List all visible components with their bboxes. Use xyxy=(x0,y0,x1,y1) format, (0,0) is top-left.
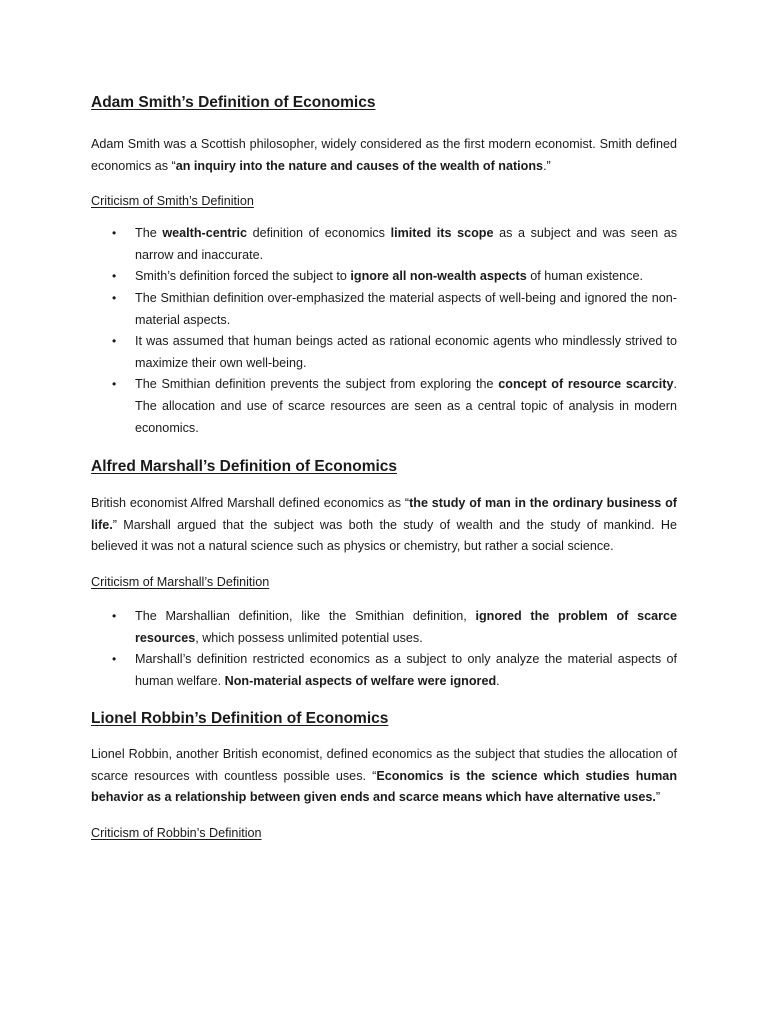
criticism-heading: Criticism of Marshall’s Definition xyxy=(91,574,270,589)
text-run: ” Marshall argued that the subject was both the study of wealth and the study of mankind. He believed it was not a natural science such as physics or chemistry, but rather a social science. xyxy=(91,517,677,554)
section-alfred-marshall xyxy=(91,456,677,692)
bold-text-run: the study of man in the ordinary business of life. xyxy=(91,496,678,532)
criticism-list xyxy=(91,606,677,692)
text-run: definition of economics xyxy=(247,226,391,241)
text-run: Smith’s definition forced the subject to xyxy=(135,269,351,284)
bold-text-run: ignored the problem of scarce resources xyxy=(135,608,677,645)
section-heading: Lionel Robbin’s Definition of Economics xyxy=(91,710,389,728)
text-run: , which possess unlimited potential uses. xyxy=(195,630,423,645)
text-run: The Smithian definition prevents the subject from exploring the xyxy=(135,377,499,392)
bullet-icon: • xyxy=(112,334,117,349)
text-run: . xyxy=(496,673,500,688)
text-run: ” xyxy=(655,790,661,805)
list-item xyxy=(91,606,677,649)
text-run: It was assumed that human beings acted as rational economic agents who mindlessly strived to maximize their own well-being. xyxy=(135,334,677,370)
bullet-icon: • xyxy=(112,377,117,392)
bullet-icon: • xyxy=(112,226,117,241)
list-item xyxy=(91,331,677,374)
criticism-heading: Criticism of Smith’s Definition xyxy=(91,194,254,209)
text-run: Adam Smith was a Scottish philosopher, widely considered as the first modern economist. Smith defined economics as “ xyxy=(91,137,677,173)
text-run: Marshall’s definition restricted economics as a subject to only analyze the material aspects of human welfare. xyxy=(135,652,677,688)
text-run: of human existence. xyxy=(526,269,643,284)
text-run: as a subject and was seen as narrow and inaccurate. xyxy=(135,226,677,262)
list-item xyxy=(91,374,677,439)
bullet-icon: • xyxy=(112,290,117,305)
section-intro-paragraph xyxy=(91,744,677,809)
section-intro-paragraph xyxy=(91,134,677,177)
list-item xyxy=(91,288,677,331)
bold-text-run: ignore all non-wealth aspects xyxy=(350,269,527,284)
text-run: The xyxy=(135,226,163,241)
section-adam-smith xyxy=(91,92,677,439)
text-run: British economist Alfred Marshall defined economics as “ xyxy=(91,496,410,511)
document-body xyxy=(91,92,677,843)
bold-text-run: an inquiry into the nature and causes of the wealth of nations xyxy=(175,158,544,173)
section-lionel-robbin xyxy=(91,708,677,843)
section-intro-paragraph xyxy=(91,493,677,558)
bold-text-run: Non-material aspects of welfare were ignored xyxy=(224,673,497,688)
bold-text-run: wealth-centric xyxy=(162,226,248,241)
bullet-icon: • xyxy=(112,269,117,284)
bold-text-run: concept of resource scarcity xyxy=(498,377,674,392)
bullet-icon: • xyxy=(112,608,117,623)
bullet-icon: • xyxy=(112,652,117,667)
text-run: The Marshallian definition, like the Smithian definition, xyxy=(135,608,476,623)
list-item xyxy=(91,223,677,266)
section-heading: Alfred Marshall’s Definition of Economics xyxy=(91,458,398,476)
bold-text-run: limited its scope xyxy=(390,226,494,241)
text-run: The Smithian definition over-emphasized the material aspects of well-being and ignored the non-material aspects. xyxy=(135,290,677,327)
bold-text-run: Economics is the science which studies human behavior as a relationship between given ends and scarce means which have alternative uses. xyxy=(91,768,678,805)
list-item xyxy=(91,649,677,692)
criticism-heading: Criticism of Robbin’s Definition xyxy=(91,826,262,841)
criticism-list xyxy=(91,223,677,439)
list-item xyxy=(91,266,677,288)
text-run: .” xyxy=(543,158,551,173)
text-run: . The allocation and use of scarce resources are seen as a central topic of analysis in modern economics. xyxy=(135,377,677,435)
section-heading: Adam Smith’s Definition of Economics xyxy=(91,94,376,111)
text-run: Lionel Robbin, another British economist, defined economics as the subject that studies the allocation of scarce resources with countless possible uses. “ xyxy=(91,747,677,783)
